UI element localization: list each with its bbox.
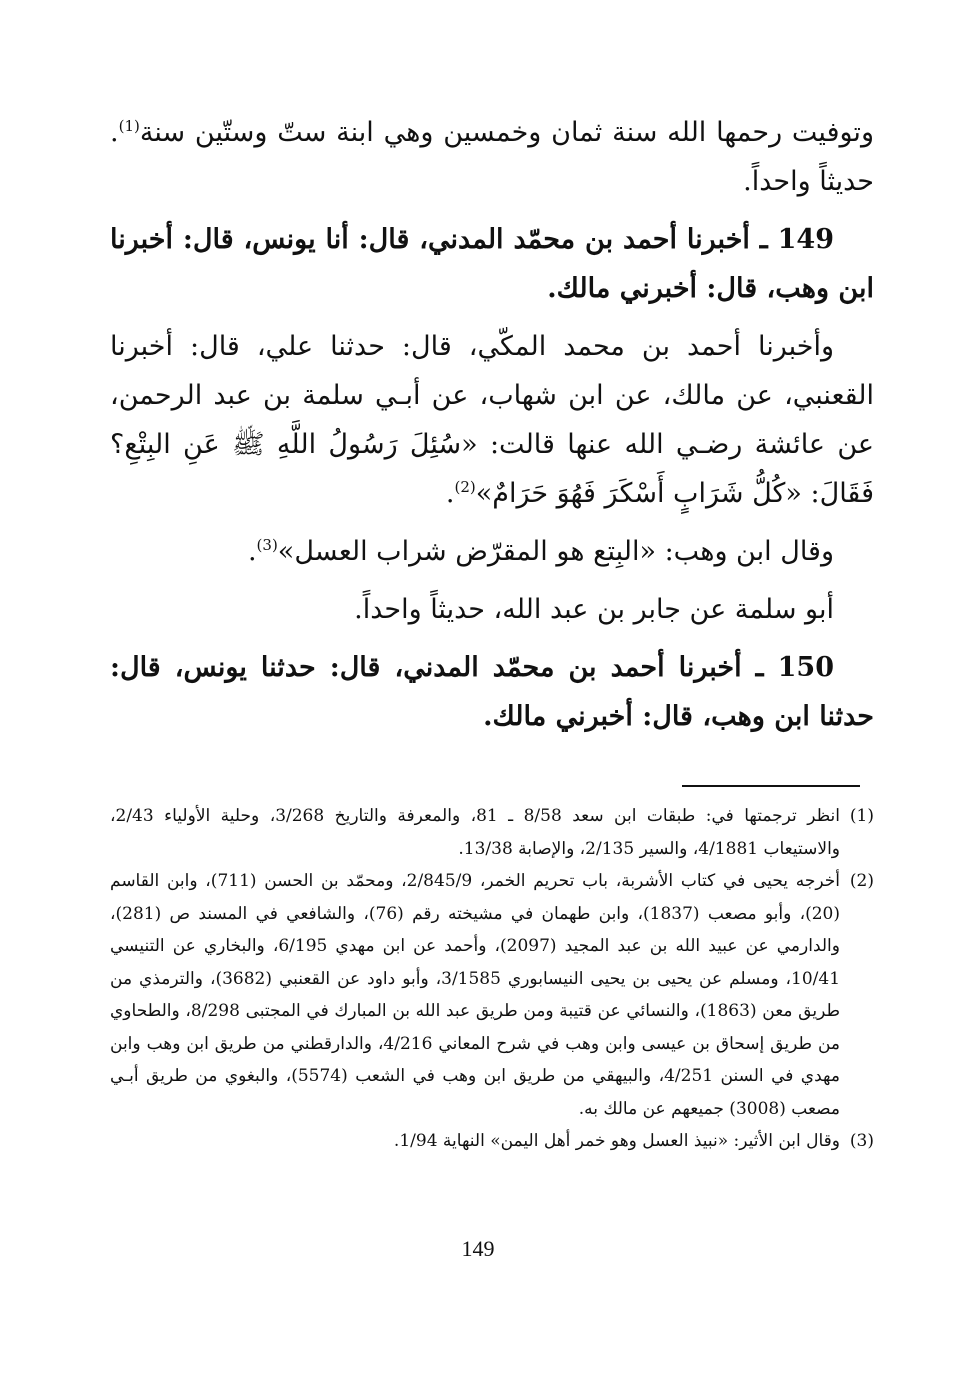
paragraph-3: [110, 322, 874, 518]
footnote-ref-1[interactable]: (1): [118, 117, 140, 135]
footnote-3-text: وقال ابن الأثير: «نبيذ العسل وهو خمر أهل اليمن» النهاية 1/94.: [393, 1131, 840, 1151]
footnote-separator: [682, 785, 860, 787]
page-number: 149: [461, 1236, 495, 1261]
hadith-149: [110, 215, 874, 313]
main-text: [110, 108, 874, 750]
footnote-1-text: انظر ترجمتها في: طبقات ابن سعد 8/58 ـ 81، والمعرفة والتاريخ 3/268، وحلية الأولياء 2/43، والاستيعاب 4/1881، والسير 2/135، والإصابة 13/38.: [110, 806, 841, 859]
hadith-149-text: أخبرنا أحمد بن محمّد المدني، قال: أنا يونس، قال: أخبرنا ابن وهب، قال: أخبرني مالك.: [110, 224, 874, 304]
footnote-ref-3[interactable]: (3): [256, 536, 278, 554]
paragraph-4-text: وقال ابن وهب: «البِتع هو المقرّض شراب العسل»: [277, 536, 834, 567]
hadith-number-149: 149 ـ: [759, 224, 834, 255]
hadith-number-150: 150 ـ: [755, 652, 835, 683]
paragraph-4-tail: .: [247, 536, 257, 567]
footnote-3: [110, 1125, 874, 1158]
paragraph-3-text: وأخبرنا أحمد بن محمد المكّي، قال: حدثنا علي، قال: أخبرنا القعنبي، عن مالك، عن ابن شهاب، عن أبـي سلمة بن عبد الرحمن، عن عائشة رضـي الله عنها قالت: «سُئِلَ رَسُولُ اللَّهِ ﷺ عَنِ البِتْعِ؟ فَقَالَ: «كُلُّ شَرَابٍ أَسْكَرَ فَهُوَ حَرَامٌ»: [110, 331, 874, 509]
paragraph-1-tail: . حديثاً واحداً.: [110, 117, 874, 197]
footnote-2-number: (2): [849, 871, 874, 891]
hadith-150-text: أخبرنا أحمد بن محمّد المدني، قال: حدثنا يونس، قال: حدثنا ابن وهب، قال: أخبرني مالك.: [110, 652, 874, 732]
paragraph-1-text: وتوفيت رحمها الله سنة ثمان وخمسين وهي ابنة ستّ وستّين سنة: [139, 117, 874, 148]
footnote-1-number: (1): [849, 806, 874, 826]
paragraph-1: [110, 108, 874, 206]
footnote-2-text: أخرجه يحيى في كتاب الأشربة، باب تحريم الخمر، 2/845/9، ومحمّد بن الحسن (711)، وابن القاسم (20)، وأبو مصعب (1837)، وابن طهمان في مشيخته رقم (76)، والشافعي في المسند ص (281)، والدارمي عن عبيد الله بن عبد المجيد (2097)، وأحمد عن ابن مهدي 6/195، والبخاري عن التنيسي 10/41، ومسلم عن يحيى بن يحيى النيسابوري 3/1585، وأبو داود عن القعنبي (3682)، والترمذي من طريق معن (1863)، والنسائي عن قتيبة ومن طريق عبد الله بن المبارك في المجتبى 8/298، والطحاوي من طريق إسحاق بن عيسى وابن وهب في شرح المعاني 4/216، والدارقطني من طريق ابن وهب وابن مهدي في السنن 4/251، والبيهقي من طريق ابن وهب في الشعب (5574)، والبغوي من طريق أبـي مصعب (3008) جميعهم عن مالك به.: [110, 871, 841, 1119]
footnote-3-number: (3): [849, 1131, 874, 1151]
footnote-ref-2[interactable]: (2): [454, 478, 476, 496]
paragraph-4: [110, 527, 874, 576]
paragraph-5: أبو سلمة عن جابر بن عبد الله، حديثاً واحداً.: [354, 594, 834, 625]
paragraph-3-tail: .: [445, 478, 455, 509]
footnotes: [110, 800, 874, 1158]
footnote-1: [110, 800, 874, 865]
hadith-150: [110, 643, 874, 741]
footnote-2: [110, 865, 874, 1125]
